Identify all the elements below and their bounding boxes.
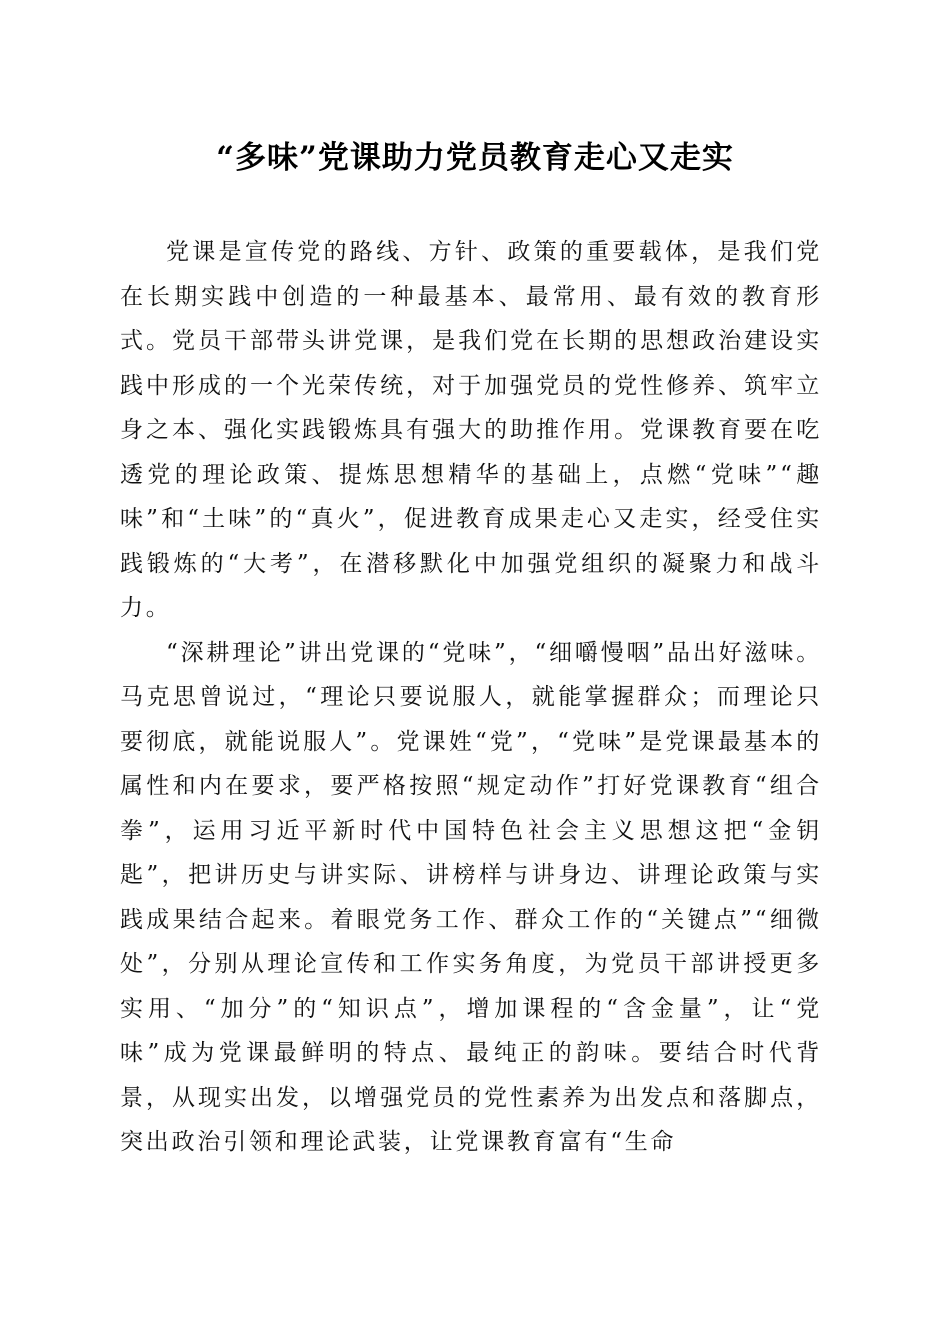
paragraph-1: 党课是宣传党的路线、方针、政策的重要载体，是我们党在长期实践中创造的一种最基本、最常用、最有效的教育形式。党员干部带头讲党课，是我们党在长期的思想政治建设实践中形成的一个光荣传统，对于加强党员的党性修养、筑牢立身之本、强化实践锻炼具有强大的助推作用。党课教育要在吃透党的理论政策、提炼思想精华的基础上，点燃“党味”“趣味”和“土味”的“真火”，促进教育成果走心又走实，经受住实践锻炼的“大考”，在潜移默化中加强党组织的凝聚力和战斗力。: [120, 239, 822, 621]
paragraph-2: “深耕理论”讲出党课的“党味”，“细嚼慢咽”品出好滋味。马克思曾说过，“理论只要说服人，就能掌握群众；而理论只要彻底，就能说服人”。党课姓“党”，“党味”是党课最基本的属性和内在要求，要严格按照“规定动作”打好党课教育“组合拳”，运用习近平新时代中国特色社会主义思想这把“金钥匙”，把讲历史与讲实际、讲榜样与讲身边、讲理论政策与实践成果结合起来。着眼党务工作、群众工作的“关键点”“细微处”，分别从理论宣传和工作实务角度，为党员干部讲授更多实用、“加分”的“知识点”，增加课程的“含金量”，让“党味”成为党课最鲜明的特点、最纯正的韵味。要结合时代背景，从现实出发，以增强党员的党性素养为出发点和落脚点，突出政治引领和理论武装，让党课教育富有“生命: [120, 639, 822, 1155]
document-title: “多味”党课助力党员教育走心又走实: [216, 140, 734, 176]
document-body: [120, 230, 822, 1165]
